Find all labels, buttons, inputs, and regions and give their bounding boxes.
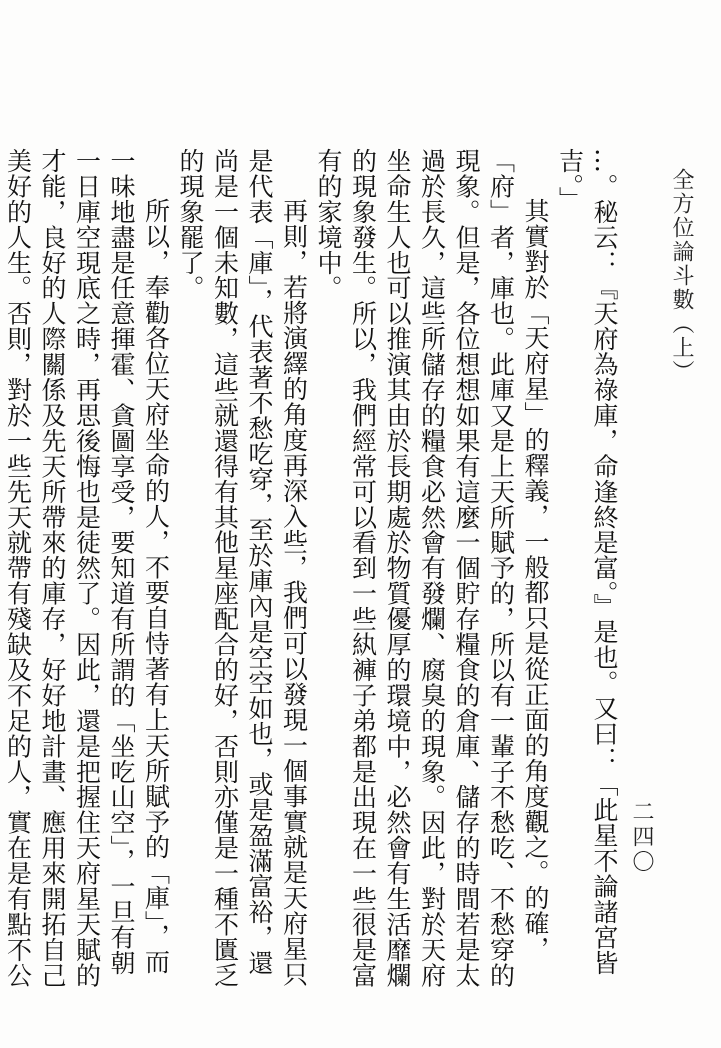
paragraph-1: …。秘云：『天府為祿庫，命逢終是富。』是也。又曰：「此星不論諸宮皆吉。」 bbox=[555, 148, 619, 976]
running-title: 全方位論斗數（上） bbox=[669, 168, 694, 384]
paragraph-3: 再則，若將演繹的角度再深入些，我們可以發現一個事實就是天府星只是代表「庫」，代表著不愁吃穿，至於庫內是空空如也，或是盈滿富裕，還尚是一個未知數，這些就還得有其他星座配合的好，否則亦僅是一種不匱乏的現象罷了。 bbox=[176, 148, 309, 988]
paragraph-4: 所以，奉勸各位天府坐命的人，不要自恃著有上天所賦予的「庫」，而一味地盡是任意揮霍、貪圖享受，要知道有所謂的「坐吃山空」，一旦有朝一日庫空現底之時，再思後悔也是徒然了。因此，還是把握住天府星天賦的才能，良好的人際關係及先天所帶來的庫存，好好地計畫、應用來開拓自己美好的人生。否則，對於一些先天就帶有殘缺及不足的人，實在是有點不公 bbox=[3, 148, 171, 988]
paragraph-2: 其實對於「天府星」的釋義，一般都只是從正面的角度觀之。的確，「府」者，庫也。此庫又是上天所賦予的，所以有一輩子不愁吃、不愁穿的現象。但是，各位想想如果有這麼一個貯存糧食的倉庫、儲存的時間若是太過於長久，這些所儲存的糧食必然會有發爛、腐臭的現象。因此，對於天府坐命生人也可以推演其由於長期處於物質優厚的環境中，必然會有生活靡爛的現象發生。所以，我們經常可以看到一些紈褲子弟都是出現在一些很是富有的家境中。 bbox=[314, 148, 550, 988]
body-text bbox=[0, 148, 621, 988]
page-number: 二四〇 bbox=[629, 800, 654, 875]
